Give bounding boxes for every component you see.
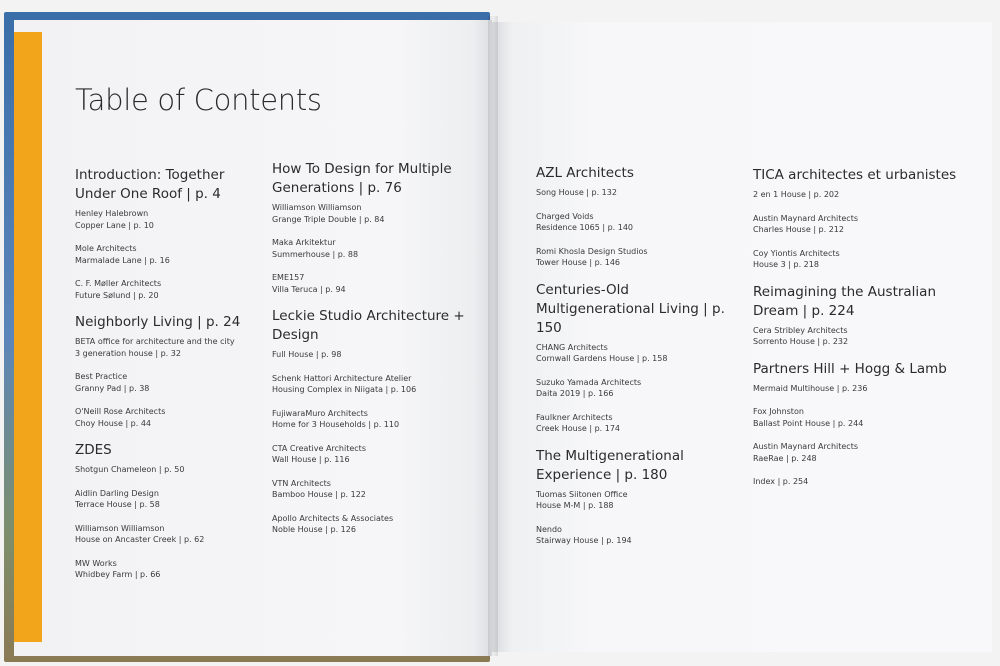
entry-architect: Tuomas Siitonen Office: [536, 489, 628, 499]
toc-entry: [536, 377, 736, 400]
toc-column-4: [753, 166, 968, 500]
section-heading: TICA architectes et urbanistes: [753, 167, 957, 183]
entry-architect: Williamson Williamson: [272, 203, 362, 212]
section-heading: Introduction: Together Under One Roof | p. 4: [75, 167, 225, 202]
entry-architect: CHANG Architects: [536, 342, 608, 352]
toc-section: [536, 447, 736, 547]
entry-project: Noble House | p. 126: [272, 525, 356, 534]
entry-project: Summerhouse | p. 88: [272, 249, 359, 259]
toc-entry: [272, 237, 472, 260]
entry-project: Ballast Point House | p. 244: [753, 418, 864, 428]
entry-project: Choy House | p. 44: [75, 418, 152, 428]
toc-section: [272, 307, 472, 536]
entry-architect: Romi Khosla Design Studios: [536, 246, 648, 256]
toc-entry: [75, 208, 260, 231]
entry-architect: Faulkner Architects: [536, 412, 613, 422]
entry-project: RaeRae | p. 248: [753, 453, 817, 463]
entry-project: Cornwall Gardens House | p. 158: [536, 354, 668, 363]
toc-entry: [272, 202, 472, 225]
entry-architect: CTA Creative Architects: [272, 443, 366, 453]
toc-column-3: [536, 164, 736, 559]
entry-architect: Best Practice: [75, 372, 128, 381]
entry-project: Housing Complex in Niigata | p. 106: [272, 385, 417, 394]
toc-entry: [536, 187, 736, 199]
entry-architect: Maka Arkitektur: [272, 238, 336, 247]
toc-entry: [753, 248, 968, 271]
entry-architect: Nendo: [536, 524, 562, 534]
entry-project: Grange Triple Double | p. 84: [272, 214, 385, 224]
entry-architect: VTN Architects: [272, 478, 331, 488]
entry-project: Daita 2019 | p. 166: [536, 389, 614, 398]
entry-architect: MW Works: [75, 558, 117, 568]
section-heading: AZL Architects: [536, 165, 634, 181]
toc-entry: [75, 336, 260, 359]
toc-entry: [272, 443, 472, 466]
toc-section: [75, 313, 260, 429]
entry-project: Tower House | p. 146: [536, 258, 621, 267]
toc-entry: [536, 412, 736, 435]
entry-project: Copper Lane | p. 10: [75, 220, 154, 230]
entry-architect: Aidlin Darling Design: [75, 488, 159, 498]
toc-entry: [272, 349, 472, 361]
toc-entry: [75, 371, 260, 394]
entry-architect: Henley Halebrown: [75, 209, 149, 218]
book-gutter: [488, 16, 498, 656]
toc-section: [75, 441, 260, 581]
page-title: Table of Contents: [75, 83, 322, 117]
orange-edge-band: [14, 32, 42, 642]
entry-project: Bamboo House | p. 122: [272, 490, 366, 499]
entry-project: Shotgun Chameleon | p. 50: [75, 465, 185, 474]
entry-architect: Fox Johnston: [753, 407, 804, 416]
entry-architect: Austin Maynard Architects: [753, 213, 859, 223]
toc-entry: [75, 558, 260, 581]
entry-architect: Suzuko Yamada Architects: [536, 377, 642, 387]
section-heading: Reimagining the Australian Dream | p. 224: [753, 283, 937, 319]
section-heading: The Multigenerational Experience | p. 180: [536, 447, 684, 483]
toc-section: [536, 281, 736, 435]
toc-entry: [272, 408, 472, 431]
entry-architect: Apollo Architects & Associates: [272, 513, 394, 523]
entry-project: Song House | p. 132: [536, 188, 617, 197]
toc-entry: [272, 272, 472, 295]
section-heading: Neighborly Living | p. 24: [75, 314, 241, 330]
entry-project: Stairway House | p. 194: [536, 536, 632, 545]
entry-project: Creek House | p. 174: [536, 424, 621, 433]
entry-project: Future Sølund | p. 20: [75, 290, 159, 300]
entry-architect: Austin Maynard Architects: [753, 442, 859, 451]
toc-section: [272, 160, 472, 295]
section-heading: Partners Hill + Hogg & Lamb: [753, 360, 947, 377]
toc-entry: [536, 342, 736, 365]
toc-entry: [536, 489, 736, 512]
toc-entry: [272, 478, 472, 501]
toc-section: [753, 166, 968, 271]
toc-section: [753, 360, 968, 488]
entry-project: House M-M | p. 188: [536, 501, 614, 510]
entry-architect: BETA office for architecture and the city: [75, 337, 235, 346]
entry-project: Villa Teruca | p. 94: [272, 284, 346, 294]
toc-entry: [753, 441, 968, 464]
toc-entry: [272, 513, 472, 536]
section-heading: How To Design for Multiple Generations | p. 76: [272, 161, 452, 196]
toc-entry: [75, 523, 260, 546]
entry-project: House 3 | p. 218: [753, 260, 819, 269]
entry-project: Full House | p. 98: [272, 350, 342, 359]
entry-architect: Williamson Williamson: [75, 523, 165, 533]
entry-architect: FujiwaraMuro Architects: [272, 408, 368, 418]
section-heading: ZDES: [75, 442, 112, 458]
entry-project: Sorrento House | p. 232: [753, 337, 849, 346]
entry-architect: Cera Stribley Architects: [753, 325, 848, 335]
toc-entry: [753, 189, 968, 201]
toc-column-1: [75, 166, 260, 593]
section-heading: Leckie Studio Architecture + Design: [272, 308, 465, 343]
toc-entry: [753, 325, 968, 348]
entry-project: 2 en 1 House | p. 202: [753, 190, 840, 199]
entry-project: Wall House | p. 116: [272, 455, 350, 464]
entry-architect: C. F. Møller Architects: [75, 279, 162, 288]
entry-architect: O'Neill Rose Architects: [75, 407, 166, 416]
entry-project: 3 generation house | p. 32: [75, 348, 181, 358]
entry-project: House on Ancaster Creek | p. 62: [75, 535, 205, 544]
toc-entry: [75, 243, 260, 266]
entry-project: Home for 3 Households | p. 110: [272, 420, 400, 429]
toc-entry: [75, 464, 260, 476]
entry-project: Mermaid Multihouse | p. 236: [753, 383, 868, 393]
toc-entry: [753, 406, 968, 429]
entry-architect: EME157: [272, 273, 305, 282]
toc-entry: [75, 488, 260, 511]
toc-entry: [536, 524, 736, 547]
entry-architect: Charged Voids: [536, 211, 594, 221]
entry-architect: Coy Yiontis Architects: [753, 248, 840, 258]
entry-project: Residence 1065 | p. 140: [536, 223, 634, 232]
toc-entry: [75, 406, 260, 429]
toc-entry: [753, 383, 968, 395]
entry-project: Whidbey Farm | p. 66: [75, 570, 161, 579]
toc-section: [75, 166, 260, 301]
toc-column-2: [272, 160, 472, 548]
toc-entry: [753, 476, 968, 488]
toc-section: [753, 283, 968, 348]
entry-project: Marmalade Lane | p. 16: [75, 255, 170, 265]
entry-project: Granny Pad | p. 38: [75, 383, 150, 393]
entry-architect: Mole Architects: [75, 244, 137, 253]
entry-project: Index | p. 254: [753, 477, 809, 486]
section-heading: Centuries-Old Multigenerational Living | p. 150: [536, 281, 725, 336]
entry-project: Charles House | p. 212: [753, 225, 844, 234]
entry-project: Terrace House | p. 58: [75, 500, 160, 509]
toc-entry: [536, 246, 736, 269]
toc-entry: [75, 278, 260, 301]
toc-entry: [536, 211, 736, 234]
toc-section: [536, 164, 736, 269]
toc-entry: [272, 373, 472, 396]
entry-architect: Schenk Hattori Architecture Atelier: [272, 373, 412, 383]
toc-entry: [753, 213, 968, 236]
